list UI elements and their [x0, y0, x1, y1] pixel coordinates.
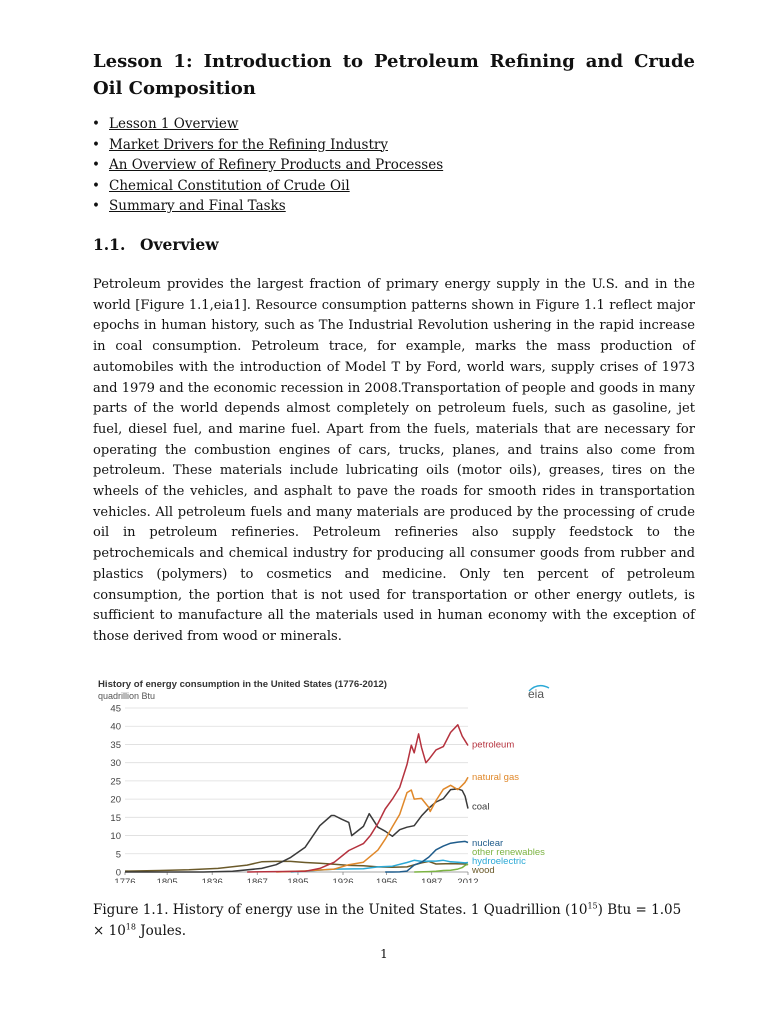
series-line-coal	[125, 789, 468, 872]
x-tick-label: 1926	[332, 877, 354, 883]
section-heading	[93, 234, 219, 256]
toc-link-summary[interactable]: Summary and Final Tasks	[109, 198, 286, 215]
x-tick-label: 2012	[457, 877, 479, 883]
chart-title: History of energy consumption in the United States (1776-2012)	[98, 679, 387, 690]
x-tick-label: 1987	[421, 877, 443, 883]
y-tick-label: 35	[110, 739, 121, 751]
series-line-natural-gas	[276, 777, 468, 872]
x-tick-label: 1956	[376, 877, 398, 883]
page-title: Lesson 1: Introduction to Petroleum Refining and Crude Oil Composition	[93, 51, 695, 99]
caption-text: ) Btu = 1.05 × 10	[93, 902, 682, 939]
toc-item	[93, 155, 693, 176]
caption-exponent: 15	[587, 901, 598, 911]
section-title: Overview	[140, 235, 219, 254]
series-label-hydroelectric: hydroelectric	[472, 856, 526, 868]
section-number: 1.1.	[93, 235, 126, 254]
eia-logo-text: eia	[528, 687, 545, 701]
y-tick-label: 40	[110, 721, 121, 733]
y-tick-label: 15	[110, 812, 121, 824]
toc-item	[93, 135, 693, 156]
toc-link-overview[interactable]: Lesson 1 Overview	[109, 116, 239, 132]
energy-history-figure	[96, 673, 566, 883]
y-tick-label: 5	[115, 849, 121, 861]
energy-history-chart	[96, 673, 566, 883]
series-line-other-renewables	[414, 864, 468, 872]
figure-caption	[93, 900, 695, 941]
y-tick-label: 30	[110, 758, 121, 770]
y-tick-label: 0	[115, 867, 121, 879]
y-tick-label: 10	[110, 831, 121, 843]
page-number: 1	[380, 947, 388, 961]
toc-item	[93, 176, 693, 197]
series-label-coal: coal	[472, 801, 490, 813]
series-label-petroleum: petroleum	[472, 739, 515, 751]
toc-link-crude-oil[interactable]: Chemical Constitution of Crude Oil	[109, 177, 350, 194]
caption-text: Figure 1.1. History of energy use in the United States. 1 Quadrillion (10	[93, 902, 588, 918]
lesson-toc	[93, 114, 693, 217]
chart-subtitle: quadrillion Btu	[98, 691, 156, 701]
y-tick-label: 45	[110, 703, 121, 715]
toc-item	[93, 196, 693, 217]
caption-exponent: 18	[125, 922, 136, 932]
series-label-other-renewables: other renewables	[472, 846, 545, 858]
series-line-wood	[125, 861, 468, 871]
series-label-wood: wood	[472, 865, 495, 877]
x-tick-label: 1776	[114, 877, 136, 883]
series-label-natural-gas: natural gas	[472, 772, 520, 784]
y-tick-label: 25	[110, 776, 121, 788]
x-tick-label: 1895	[287, 877, 309, 883]
x-tick-label: 1867	[246, 877, 268, 883]
toc-link-refinery-products[interactable]: An Overview of Refinery Products and Processes	[109, 157, 444, 174]
series-label-nuclear: nuclear	[472, 837, 504, 849]
toc-item	[93, 114, 693, 135]
overview-paragraph: Petroleum provides the largest fraction of primary energy supply in the U.S. and in the world [Figure 1.1,eia1]. Resource consumption patterns shown in Figure 1.1 reflect major epochs in human history, such as The Industrial Revolution ushering in the rapid increase in coal consumption. Petroleum trace, for example, marks the mass production of automobiles with the introduction of Model T by Ford, world wars, supply crises of 1973 and 1979 and the economic recession in 2008.Transportation of people and goods in many parts of the world depends almost completely on petroleum fuels, such as gasoline, jet fuel, diesel fuel, and marine fuel. Apart from the fuels, materials that are necessary for operating the combustion engines of cars, trucks, planes, and trains also come from petroleum. These materials include lubricating oils (motor oils), greases, tires on the wheels of the vehicles, and asphalt to pave the roads for smooth rides in transportation vehicles. All petroleum fuels and many materials are produced by the processing of crude oil in petroleum refineries. Petroleum refineries also supply feedstock to the petrochemicals and chemical industry for producing all consumer goods from rubber and plastics (polymers) to cosmetics and medicine. Only ten percent of petroleum consumption, the portion that is not used for transportation or other energy outlets, is sufficient to manufacture all the materials used in human economy with the exception of those derived from wood or minerals.	[93, 277, 695, 644]
y-tick-label: 20	[110, 794, 121, 806]
eia-logo	[528, 686, 549, 701]
x-tick-label: 1836	[201, 877, 223, 883]
x-tick-label: 1805	[156, 877, 178, 883]
toc-link-market-drivers[interactable]: Market Drivers for the Refining Industry	[109, 136, 388, 153]
caption-text: Joules.	[135, 922, 187, 939]
